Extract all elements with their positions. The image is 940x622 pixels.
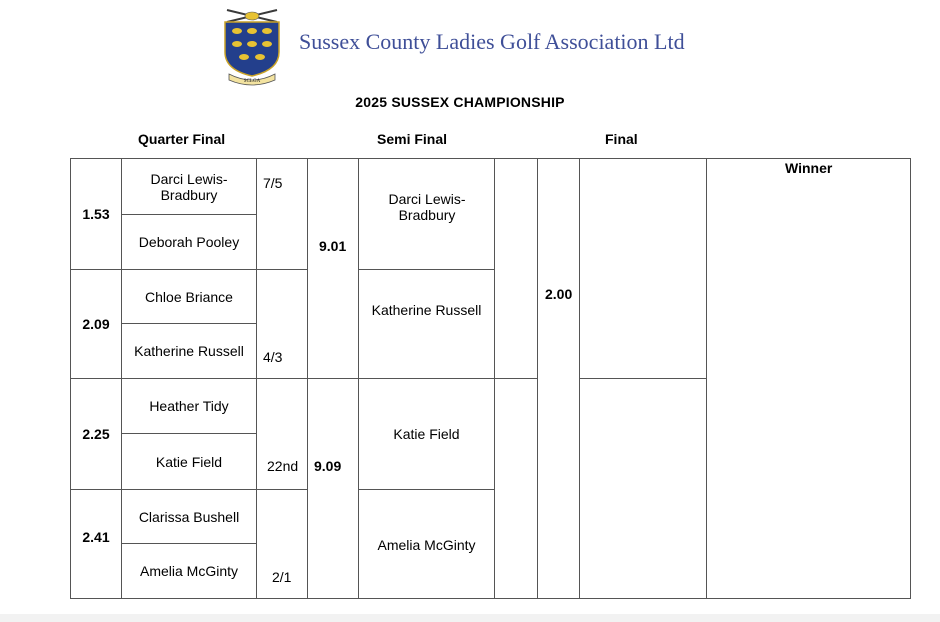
page-bottom-edge — [0, 614, 940, 622]
qf-match-4-player-2: Amelia McGinty — [139, 563, 239, 579]
qf-match-1-player-2: Deborah Pooley — [138, 234, 240, 250]
sf-match-2-time: 9.09 — [314, 458, 342, 474]
qf-match-3-player-1: Heather Tidy — [149, 398, 229, 414]
organisation-name: Sussex County Ladies Golf Association Ltd — [299, 29, 685, 54]
final-player-1 — [580, 159, 706, 378]
qf-match-2-time: 2.09 — [82, 316, 110, 332]
qf-match-4-time: 2.41 — [82, 528, 110, 545]
qf-match-4-result: 2/1 — [272, 569, 292, 585]
sf-match-1-player-2: Katherine Russell — [371, 302, 482, 318]
heading-semi-final: Semi Final — [377, 131, 448, 147]
qf-match-1-result: 7/5 — [263, 175, 283, 191]
final-time: 2.00 — [545, 286, 573, 302]
winner-name — [707, 190, 910, 250]
sf-match-1-player-1: Darci Lewis-Bradbury — [388, 191, 466, 223]
winner-heading: Winner — [785, 160, 833, 176]
final-player-2 — [580, 379, 706, 598]
svg-text:SCLGA: SCLGA — [243, 79, 261, 84]
qf-match-3-time: 2.25 — [82, 426, 110, 442]
qf-match-1-player-1: Darci Lewis-Bradbury — [150, 170, 228, 203]
sf-match-1-time: 9.01 — [319, 238, 347, 254]
sf-match-2-player-1: Katie Field — [393, 426, 460, 442]
championship-title: 2025 SUSSEX CHAMPIONSHIP — [355, 94, 565, 110]
qf-match-2-player-2: Katherine Russell — [134, 343, 244, 359]
qf-match-3-player-2: Katie Field — [155, 453, 223, 470]
qf-match-2-player-1: Chloe Briance — [145, 288, 233, 305]
qf-match-4-player-1: Clarissa Bushell — [138, 508, 240, 525]
sf-match-2-player-2: Amelia McGinty — [377, 537, 476, 553]
heading-quarter-final: Quarter Final — [138, 131, 226, 147]
qf-match-3-result: 22nd — [267, 458, 299, 474]
heading-final: Final — [605, 131, 638, 147]
qf-match-2-result: 4/3 — [263, 349, 283, 365]
qf-match-1-time: 1.53 — [82, 206, 110, 222]
